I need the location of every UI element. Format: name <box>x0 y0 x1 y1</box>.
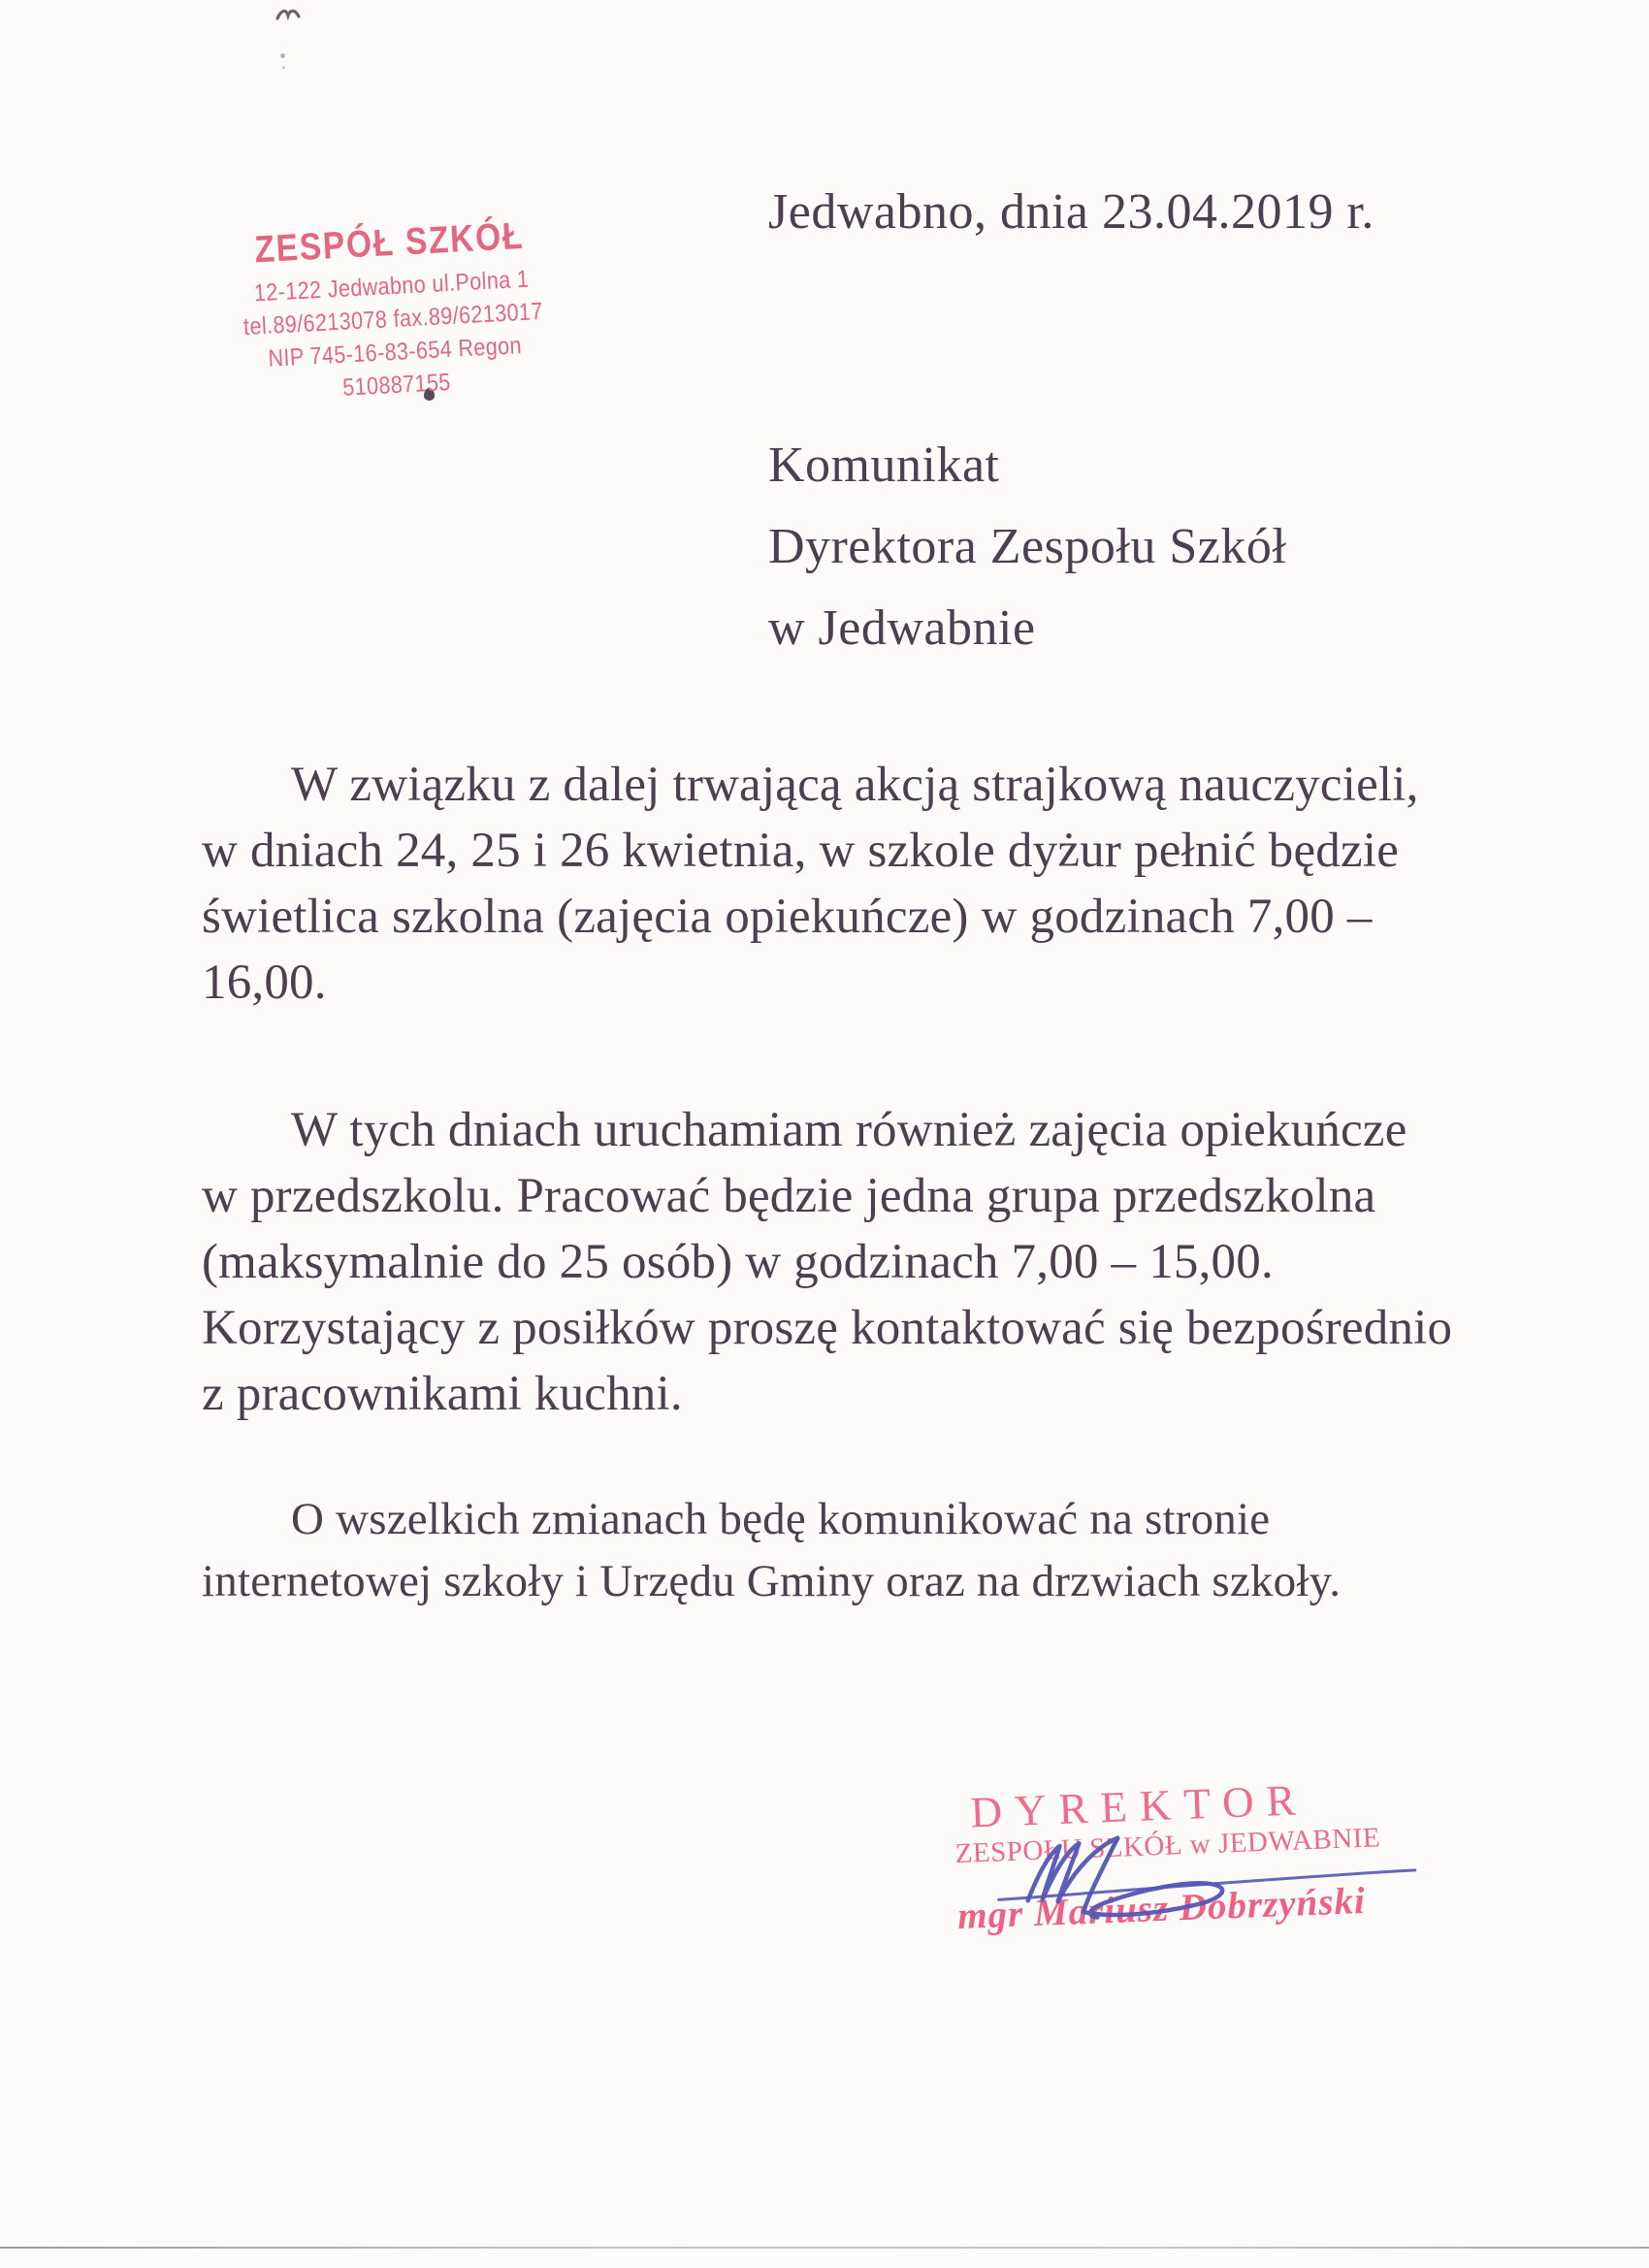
text-line: świetlica szkolna (zajęcia opiekuńcze) w godzinach 7,00 – <box>202 890 1373 944</box>
title-line-1: Komunikat <box>768 437 1000 493</box>
paragraph-3 <box>202 1488 1443 1612</box>
school-address-stamp <box>221 212 564 410</box>
text-line: Korzystający z posiłków proszę kontaktować się bezpośrednio <box>202 1301 1453 1355</box>
stamp-nip-regon: NIP 745-16-83-654 Regon 510887155 <box>267 332 523 402</box>
paragraph-2 <box>202 1097 1453 1427</box>
scan-edge-line <box>0 2247 1649 2249</box>
text-line: w przedszkolu. Pracować będzie jedna grupa przedszkolna <box>202 1169 1376 1223</box>
stamp-address: 12-122 Jedwabno ul.Polna 1 <box>253 265 531 308</box>
title-line-2: Dyrektora Zespołu Szkół <box>768 519 1287 574</box>
text-line: w dniach 24, 25 i 26 kwietnia, w szkole dyżur pełnić będzie <box>202 824 1400 878</box>
faint-ink-mark <box>280 53 285 58</box>
signature-role: DYREKTOR <box>969 1775 1310 1837</box>
date-line: Jedwabno, dnia 23.04.2019 r. <box>768 184 1374 240</box>
text-line: internetowej szkoły i Urzędu Gminy oraz na drzwiach szkoły. <box>202 1556 1342 1606</box>
text-line: (maksymalnie do 25 osób) w godzinach 7,00 – 15,00. <box>202 1235 1274 1289</box>
text-line: 16,00. <box>202 956 327 1010</box>
signature-name: mgr Mariusz Dobrzyński <box>956 1879 1367 1938</box>
text-line: O wszelkich zmianach będę komunikować na stronie <box>291 1494 1271 1544</box>
stamp-phone-fax: tel.89/6213078 fax.89/6213017 <box>242 297 544 341</box>
signature-organization: ZESPOŁU SZKÓŁ w JEDWABNIE <box>954 1822 1381 1870</box>
text-line: W tych dniach uruchamiam również zajęcia opiekuńcze <box>291 1103 1407 1157</box>
director-signature-stamp <box>953 1775 1381 1938</box>
handwritten-signature <box>943 1820 1425 1974</box>
text-line: W związku z dalej trwającą akcją strajkową nauczycieli, <box>291 758 1419 812</box>
text-line: z pracownikami kuchni. <box>202 1367 683 1421</box>
letter-title <box>768 425 1286 669</box>
ink-squiggle-mark <box>275 6 304 23</box>
stamp-school-name: ZESPÓŁ SZKÓŁ <box>253 214 526 272</box>
paragraph-1 <box>202 752 1443 1016</box>
title-line-3: w Jedwabnie <box>768 600 1036 656</box>
